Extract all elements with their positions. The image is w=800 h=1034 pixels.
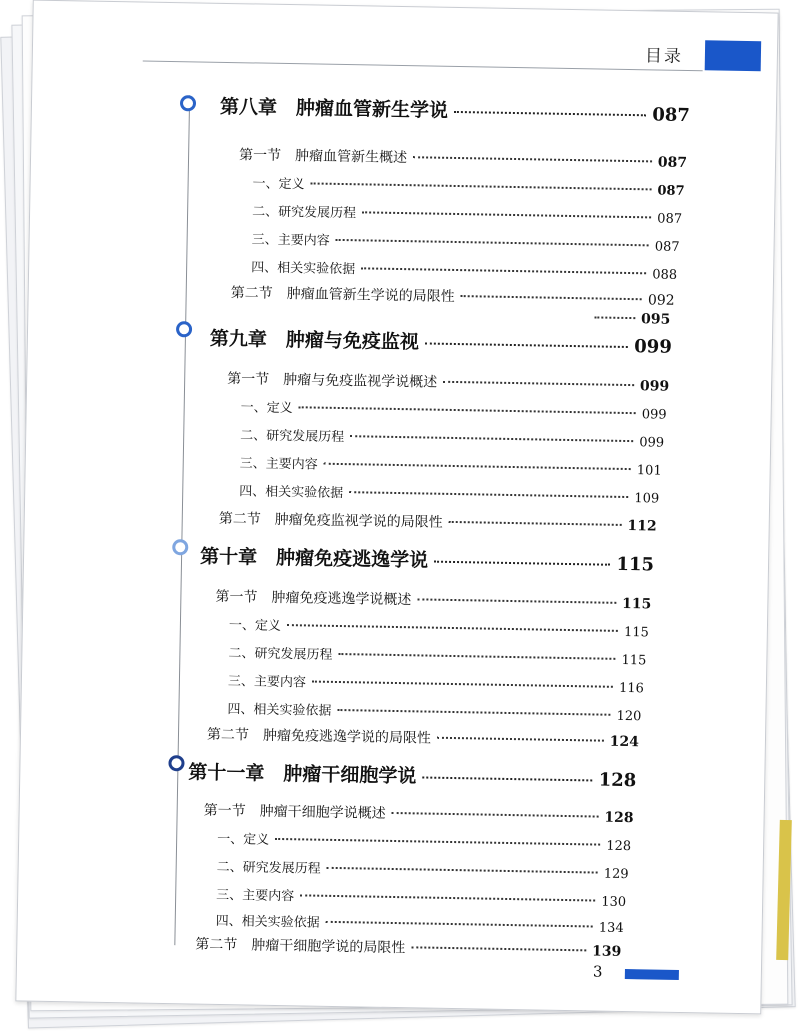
subsection-title: 二、研究发展历程 <box>228 646 333 663</box>
section-page: 112 <box>627 518 657 535</box>
section-row[interactable] <box>239 144 687 172</box>
chapter-page: 087 <box>652 104 691 127</box>
subsection-row[interactable] <box>240 452 662 478</box>
section-title: 第二节 肿瘤免疫逃逸学说的局限性 <box>206 726 432 747</box>
subsection-row[interactable] <box>252 172 684 199</box>
subsection-title: 一、定义 <box>252 176 305 193</box>
subsection-title: 三、主要内容 <box>227 674 307 691</box>
subsection-title: 四、相关实验依据 <box>227 702 332 719</box>
chapter-title: 第九章 肿瘤与免疫监视 <box>209 327 420 354</box>
dot-leader <box>287 624 618 632</box>
subsection-page: 087 <box>657 183 685 199</box>
subsection-row[interactable] <box>216 884 626 910</box>
section-title: 第二节 肿瘤免疫监视学说的局限性 <box>218 510 443 531</box>
section-row[interactable] <box>204 800 634 828</box>
subsection-title: 二、研究发展历程 <box>216 859 321 877</box>
table-of-contents <box>16 1 777 1014</box>
toc-page <box>15 0 778 1014</box>
subsection-page: 101 <box>636 463 662 479</box>
dot-leader <box>300 894 595 901</box>
subsection-row[interactable] <box>251 256 677 282</box>
section-title: 第二节 肿瘤血管新生学说的局限性 <box>230 285 455 305</box>
chapter-row[interactable] <box>200 542 654 577</box>
dot-leader <box>336 239 649 246</box>
subsection-page: 134 <box>598 920 624 937</box>
dot-leader <box>461 295 642 300</box>
dot-leader <box>411 946 586 951</box>
section-row[interactable] <box>215 586 651 614</box>
subsection-row[interactable] <box>239 480 659 506</box>
dot-leader <box>324 463 631 470</box>
section-title: 第一节 肿瘤血管新生概述 <box>238 147 408 167</box>
subsection-row[interactable] <box>217 828 631 854</box>
subsection-page: 099 <box>639 435 665 451</box>
dot-leader <box>454 111 646 116</box>
subsection-title: 三、主要内容 <box>251 232 330 249</box>
subsection-row[interactable] <box>252 228 680 254</box>
dot-leader <box>434 561 610 566</box>
subsection-page: 087 <box>654 239 680 255</box>
subsection-title: 一、定义 <box>240 400 293 417</box>
page-number: 3 <box>592 962 603 981</box>
section-page: 099 <box>639 378 670 395</box>
subsection-row[interactable] <box>227 698 641 724</box>
section-page: 139 <box>591 943 622 960</box>
section-page: 115 <box>621 595 652 613</box>
chapter-page: 128 <box>598 769 637 792</box>
subsection-row[interactable] <box>216 910 624 936</box>
dot-leader <box>326 921 593 928</box>
dot-leader <box>327 867 598 874</box>
chapter-row[interactable] <box>210 324 672 359</box>
dot-leader <box>392 812 599 818</box>
dot-leader <box>449 521 622 526</box>
subsection-row[interactable] <box>240 424 664 450</box>
subsection-title: 四、相关实验依据 <box>239 484 344 502</box>
subsection-page: 128 <box>606 838 632 855</box>
section-end-row[interactable] <box>588 310 670 327</box>
dot-leader <box>422 776 592 781</box>
dot-leader <box>437 737 604 742</box>
section-title: 第一节 肿瘤与免疫监视学说概述 <box>227 371 438 391</box>
dot-leader <box>349 491 628 498</box>
subsection-row[interactable] <box>217 856 629 882</box>
subsection-title: 一、定义 <box>228 618 282 634</box>
subsection-title: 三、主要内容 <box>216 887 295 905</box>
subsection-title: 二、研究发展历程 <box>240 428 345 446</box>
subsection-title: 三、主要内容 <box>239 456 318 473</box>
subsection-row[interactable] <box>241 396 667 422</box>
dot-leader <box>312 681 613 688</box>
subsection-page: 120 <box>616 708 642 725</box>
section-row[interactable] <box>227 368 669 396</box>
section-title: 第二节 肿瘤干细胞学说的局限性 <box>195 936 406 957</box>
subsection-row[interactable] <box>228 670 644 696</box>
chapter-row[interactable] <box>188 757 636 792</box>
subsection-page: 115 <box>623 624 649 641</box>
dot-leader <box>361 267 646 274</box>
dot-leader <box>413 156 652 162</box>
subsection-row[interactable] <box>228 642 646 668</box>
section-title: 第一节 肿瘤干细胞学说概述 <box>203 802 386 822</box>
dot-leader <box>425 342 628 348</box>
chapter-row[interactable] <box>220 92 690 127</box>
section-row[interactable] <box>207 724 639 752</box>
chapter-page: 099 <box>634 336 673 358</box>
dot-leader <box>299 406 636 414</box>
chapter-title: 第十一章 肿瘤干细胞学说 <box>188 761 417 788</box>
dot-leader <box>594 316 635 319</box>
chapter-title: 第八章 肿瘤血管新生学说 <box>219 95 449 122</box>
dot-leader <box>362 211 651 218</box>
dot-leader <box>275 838 600 846</box>
dot-leader <box>417 598 616 603</box>
subsection-page: 116 <box>618 680 644 697</box>
section-title: 第一节 肿瘤免疫逃逸学说概述 <box>215 588 412 609</box>
subsection-page: 109 <box>634 491 660 507</box>
section-row[interactable] <box>231 282 675 310</box>
dot-leader <box>350 435 633 442</box>
chapter-page: 115 <box>616 553 655 576</box>
section-row[interactable] <box>195 934 621 961</box>
subsection-title: 四、相关实验依据 <box>215 913 320 931</box>
section-page: 092 <box>647 292 675 309</box>
subsection-page: 099 <box>641 407 667 423</box>
dot-leader <box>337 709 610 716</box>
subsection-page: 130 <box>601 894 627 911</box>
subsection-row[interactable] <box>229 614 649 640</box>
subsection-page: 088 <box>652 267 678 283</box>
dot-leader <box>338 653 615 660</box>
footer-tab-marker <box>625 969 679 980</box>
dot-leader <box>311 182 652 190</box>
section-page: 128 <box>604 809 634 827</box>
section-page: 124 <box>609 733 640 751</box>
subsection-row[interactable] <box>252 200 682 227</box>
subsection-title: 四、相关实验依据 <box>251 260 356 278</box>
subsection-page: 087 <box>657 211 683 227</box>
subsection-page: 115 <box>621 652 647 669</box>
subsection-title: 二、研究发展历程 <box>251 204 357 222</box>
chapter-title: 第十章 肿瘤免疫逃逸学说 <box>199 545 429 572</box>
section-page: 087 <box>657 154 688 172</box>
page-title: 目录 <box>644 46 684 67</box>
subsection-page: 129 <box>603 866 629 883</box>
section-row[interactable] <box>219 508 657 536</box>
subsection-title: 一、定义 <box>217 831 270 848</box>
section-end-page: 095 <box>640 311 671 328</box>
dot-leader <box>443 381 634 386</box>
